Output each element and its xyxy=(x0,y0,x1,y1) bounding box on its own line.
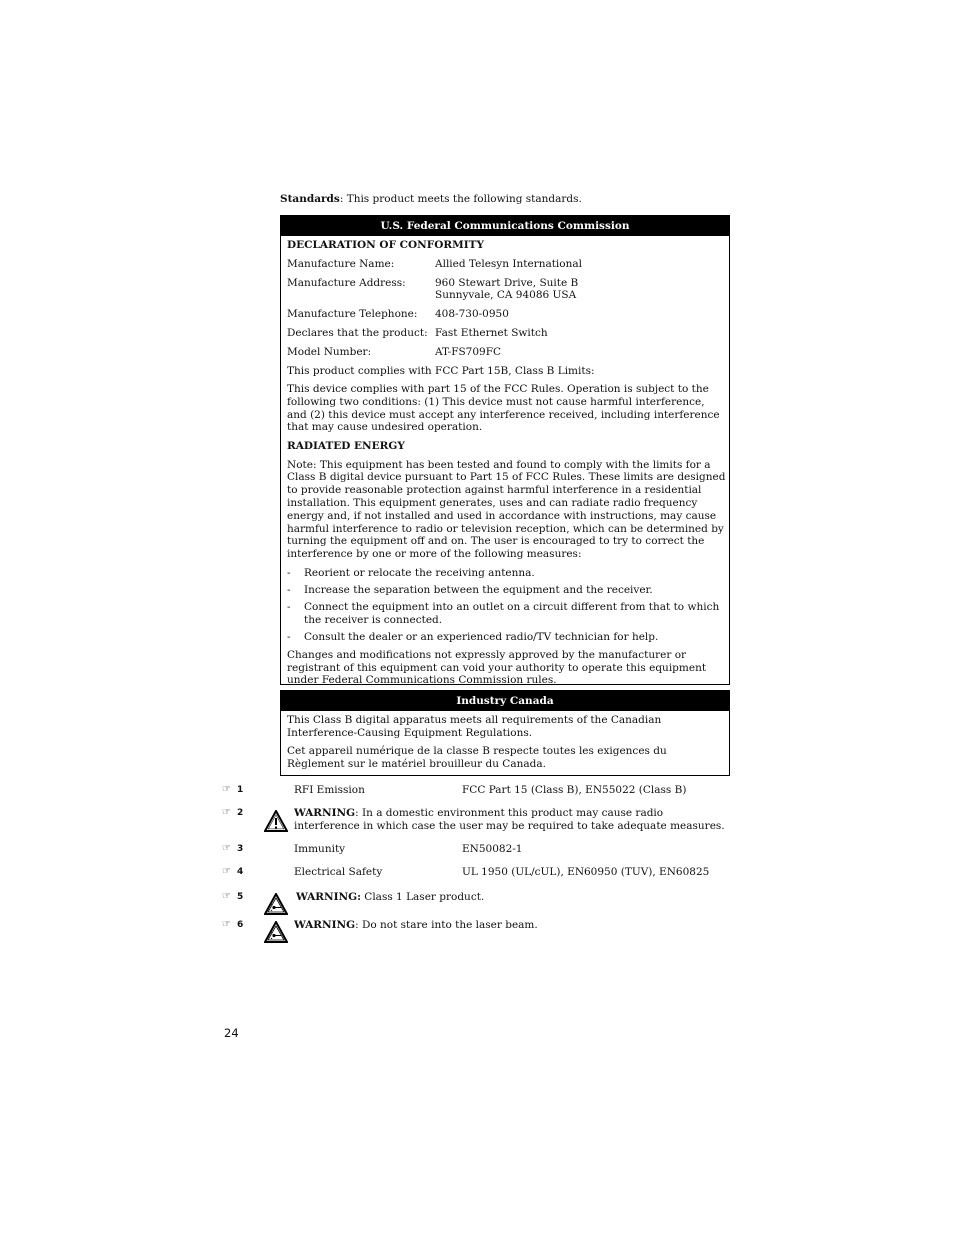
standards-intro xyxy=(280,193,582,206)
address-line-2: Sunnyvale, CA 94086 USA xyxy=(435,289,577,302)
measure-text: Connect the equipment into an outlet on a circuit different from that to which the receiver is connected. xyxy=(304,601,720,627)
warning-triangle-icon xyxy=(264,810,288,832)
row-value xyxy=(435,277,727,303)
note-marker xyxy=(222,784,252,797)
declaration-heading: DECLARATION OF CONFORMITY xyxy=(287,239,484,251)
row-label: Model Number: xyxy=(287,345,372,358)
row-label: Manufacture Name: xyxy=(287,257,395,270)
note-marker xyxy=(222,919,252,932)
manufacture-telephone-row xyxy=(287,308,727,321)
measure-item: - Increase the separation between the equipment and the receiver. xyxy=(287,584,727,597)
standard-value: UL 1950 (UL/cUL), EN60950 (TUV), EN60825 xyxy=(462,866,710,878)
canada-french-statement: Cet appareil numérique de la classe B respecte toutes les exigences du Règlement sur le matériel brouilleur du Canada. xyxy=(287,745,667,770)
measure-text: Increase the separation between the equipment and the receiver. xyxy=(304,583,653,596)
note-marker xyxy=(222,891,252,904)
warning-message: : In a domestic environment this product may cause radio interference in which case the user may be required to take adequate measures. xyxy=(294,807,725,832)
note-marker xyxy=(222,843,252,856)
row-label: Declares that the product: xyxy=(287,326,428,339)
standard-value: EN50082-1 xyxy=(462,843,523,855)
standard-label: RFI Emission xyxy=(294,784,365,796)
laser-warning-icon xyxy=(264,921,288,943)
standard-value: FCC Part 15 (Class B), EN55022 (Class B) xyxy=(462,784,687,796)
fcc-body xyxy=(281,236,729,697)
note-number: 6 xyxy=(237,920,244,930)
measure-item: - Reorient or relocate the receiving antenna. xyxy=(287,567,727,580)
warning-label: WARNING xyxy=(294,919,356,931)
warning-text xyxy=(294,807,732,832)
manufacture-address-row xyxy=(287,277,727,303)
row-label: Manufacture Telephone: xyxy=(287,308,418,321)
address-line-1: 960 Stewart Drive, Suite B xyxy=(435,276,579,289)
complies-statement: This product complies with FCC Part 15B, Class B Limits: xyxy=(287,364,595,377)
note-marker xyxy=(222,866,252,879)
pointing-hand-icon: ☞ xyxy=(222,843,231,854)
measure-item: - Consult the dealer or an experienced radio/TV technician for help. xyxy=(287,631,727,644)
pointing-hand-icon: ☞ xyxy=(222,919,231,930)
note-number: 2 xyxy=(237,808,244,818)
row-value: 408-730-0950 xyxy=(435,308,509,321)
note-number: 1 xyxy=(237,785,244,795)
changes-statement: Changes and modifications not expressly approved by the manufacturer or registrant of this equipment can void your authority to operate this equipment under Federal Communications Commission rules. xyxy=(287,648,707,687)
warning-label: WARNING: xyxy=(296,891,361,903)
standards-text: : This product meets the following standards. xyxy=(339,193,582,205)
warning-message: : Do not stare into the laser beam. xyxy=(355,919,538,931)
model-number-row xyxy=(287,346,727,359)
canada-english-statement: This Class B digital apparatus meets all requirements of the Canadian Interference-Causing Equipment Regulations. xyxy=(287,714,662,739)
standard-label: Electrical Safety xyxy=(294,866,383,878)
declared-product-row xyxy=(287,327,727,340)
manufacture-name-row xyxy=(287,258,727,271)
warning-label: WARNING xyxy=(294,807,356,819)
warning-message: Class 1 Laser product. xyxy=(360,891,485,903)
standard-label: Immunity xyxy=(294,843,346,855)
radiated-energy-heading: RADIATED ENERGY xyxy=(287,439,405,452)
fcc-header: U.S. Federal Communications Commission xyxy=(281,216,729,236)
industry-canada-body xyxy=(281,711,729,780)
note-number: 4 xyxy=(237,867,244,877)
pointing-hand-icon: ☞ xyxy=(222,784,231,795)
industry-canada-box xyxy=(280,690,730,776)
row-value: AT-FS709FC xyxy=(435,345,502,358)
industry-canada-header: Industry Canada xyxy=(281,691,729,711)
pointing-hand-icon: ☞ xyxy=(222,807,231,818)
laser-warning-icon xyxy=(264,893,288,915)
pointing-hand-icon: ☞ xyxy=(222,866,231,877)
pointing-hand-icon: ☞ xyxy=(222,891,231,902)
standards-label: Standards xyxy=(280,193,340,205)
measure-item: - Connect the equipment into an outlet on a circuit different from that to which the receiver is connected. xyxy=(287,601,727,627)
note-paragraph: Note: This equipment has been tested and found to comply with the limits for a Class B digital device pursuant to Part 15 of FCC Rules. These limits are designed to provide reasonable protection against harmful interference in a residential installation. This equipment generates, uses and can radiate radio frequency energy and, if not installed and used in accordance with instructions, may cause harmful interference to radio or television reception, which can be determined by turning the equipment off and on. The user is encouraged to try to correct the interference by one or more of the following measures: xyxy=(287,458,726,561)
note-marker xyxy=(222,807,252,820)
warning-text xyxy=(294,919,732,932)
page-number: 24 xyxy=(224,1026,239,1040)
row-label: Manufacture Address: xyxy=(287,276,406,289)
row-value: Allied Telesyn International xyxy=(435,257,582,270)
part15-statement: This device complies with part 15 of the FCC Rules. Operation is subject to the following two conditions: (1) This device must not cause harmful interference, and (2) this device must accept any interference received, including interference that may cause undesired operation. xyxy=(287,382,720,434)
note-number: 5 xyxy=(237,892,244,902)
measure-text: Reorient or relocate the receiving antenna. xyxy=(304,566,535,579)
row-value: Fast Ethernet Switch xyxy=(435,326,548,339)
note-number: 3 xyxy=(237,844,244,854)
warning-text xyxy=(296,891,734,904)
fcc-box xyxy=(280,215,730,685)
measure-text: Consult the dealer or an experienced radio/TV technician for help. xyxy=(304,631,659,644)
